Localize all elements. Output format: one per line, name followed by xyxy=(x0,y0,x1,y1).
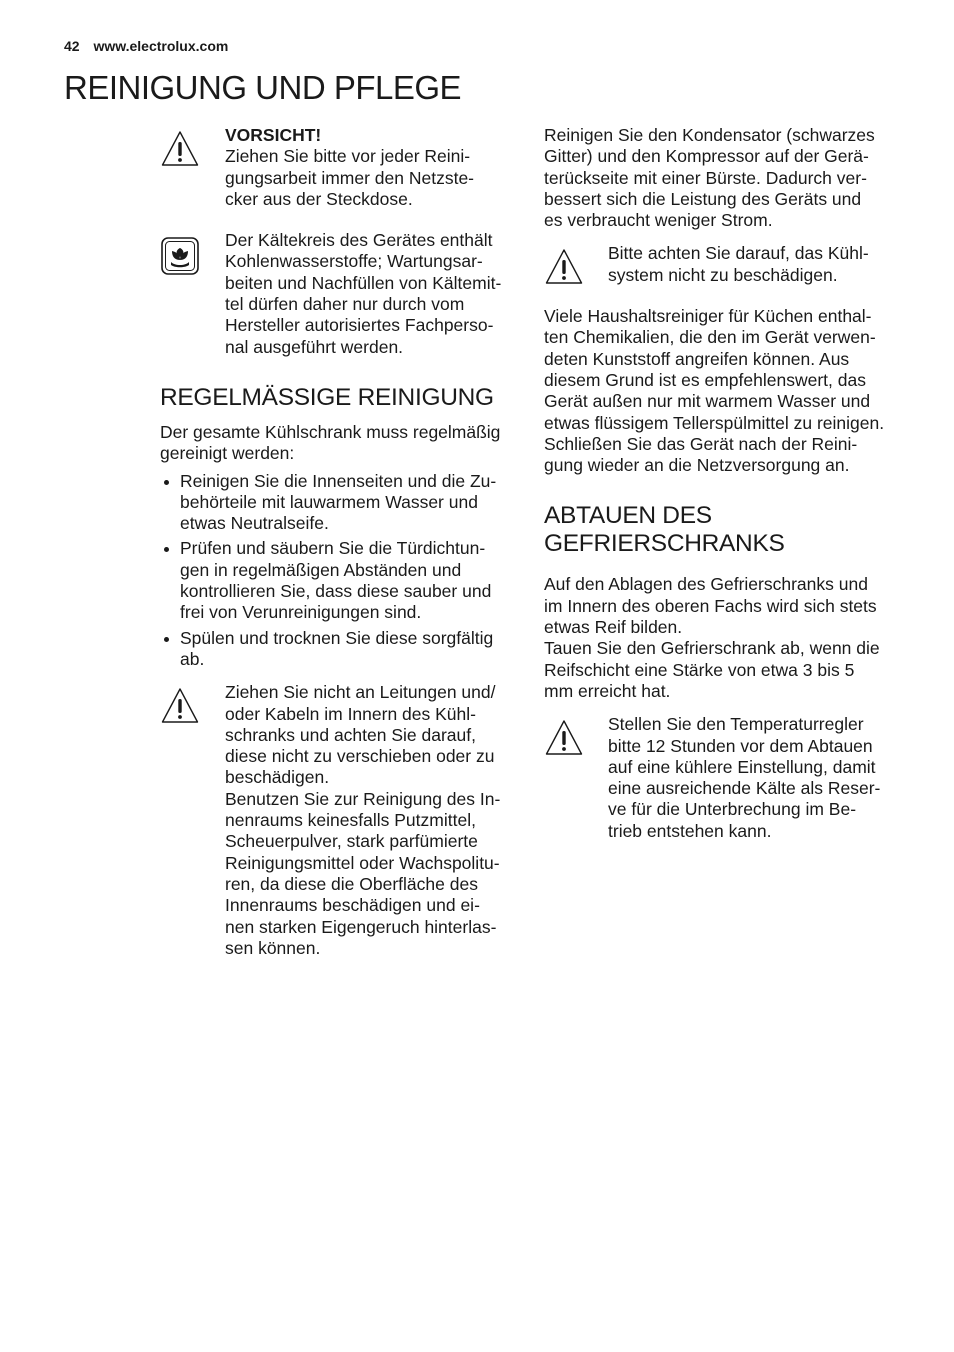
list-item: Prüfen und säubern Sie die Türdichtun- gen in regelmäßigen Abständen und kontrollieren Sie, dass diese sauber und frei von Verunreinigungen sind. xyxy=(160,538,516,623)
right-column xyxy=(544,125,900,842)
defrost-text: Auf den Ablagen des Gefrierschranks und im Innern des oberen Fachs wird sich stets etwas Reif bilden. Tauen Sie den Gefrierschrank ab, wenn die Reifschicht eine Stärke von etwa 3 bis 5 mm erreicht hat. xyxy=(544,574,880,701)
section-intro: Der gesamte Kühlschrank muss regelmäßig gereinigt werden: xyxy=(160,421,501,464)
condenser-text: Reinigen Sie den Kondensator (schwarzes Gitter) und den Kompressor auf der Gerä- terückseite mit einer Bürste. Dadurch ver- bessert sich die Leistung des Geräts und es verbraucht weniger Strom. xyxy=(544,125,875,231)
warning-triangle-icon xyxy=(160,129,200,169)
warning-triangle-icon xyxy=(544,718,584,758)
website-url: www.electrolux.com xyxy=(93,38,229,54)
cleaners-text: Viele Haushaltsreiniger für Küchen enthal- ten Chemikalien, die den im Gerät verwen- deten Kunststoff angreifen können. Aus diesem Grund ist es empfehlenswert, das Gerät außen nur mit warmem Wasser und etwas flüssigem Tellerspülmittel zu reinigen. Schließen Sie das Gerät nach der Reini- gung wieder an die Netzversorgung an. xyxy=(544,306,885,476)
thermostat-warning-text: Stellen Sie den Temperaturregler bitte 12 Stunden vor dem Abtauen auf eine kühlere Einstellung, damit eine ausreichende Kälte als Reser- ve für die Unterbrechung im Be- trieb entstehen kann. xyxy=(608,714,881,841)
caution-note xyxy=(160,125,516,210)
page-header xyxy=(64,38,228,54)
environment-note xyxy=(160,230,516,358)
thermostat-warning-note xyxy=(544,714,900,842)
cables-warning-text: Ziehen Sie nicht an Leitungen und/ oder Kabeln im Innern des Kühl- schranks und achten Sie darauf, diese nicht zu verschieben oder zu beschädigen. Benutzen Sie zur Reinigung des In- nenraums keinesfalls Putzmittel, Scheuerpulver, stark parfümierte Reinigungsmittel oder Wachspolitu- ren, da diese die Oberfläche des Innenraums beschädigen und ei- nen starken Eigengeruch hinterlas- sen können. xyxy=(225,682,501,958)
cleaning-list xyxy=(160,471,516,671)
section-heading-regular-cleaning: REGELMÄSSIGE REINIGUNG xyxy=(160,383,494,411)
cables-warning-note xyxy=(160,682,516,959)
list-item: Spülen und trocknen Sie diese sorgfältig ab. xyxy=(160,628,516,671)
environment-icon xyxy=(160,236,200,276)
page-title: REINIGUNG UND PFLEGE xyxy=(64,69,462,106)
page-number: 42 xyxy=(64,38,80,54)
caution-label: VORSICHT! xyxy=(225,125,322,145)
left-column xyxy=(160,125,516,959)
section-heading-defrosting: ABTAUEN DES GEFRIERSCHRANKS xyxy=(544,502,785,558)
cooling-system-warning-note xyxy=(544,243,900,286)
warning-triangle-icon xyxy=(544,247,584,287)
list-item: Reinigen Sie die Innenseiten und die Zu- behörteile mit lauwarmem Wasser und etwas Neutralseife. xyxy=(160,471,516,535)
caution-text: Ziehen Sie bitte vor jeder Reini- gungsarbeit immer den Netzste- cker aus der Steckdose. xyxy=(225,146,474,209)
warning-triangle-icon xyxy=(160,686,200,726)
environment-text: Der Kältekreis des Gerätes enthält Kohlenwasserstoffe; Wartungsar- beiten und Nachfüllen von Kältemit- tel dürfen daher nur durch vom Hersteller autorisiertes Fachperso- nal ausgeführt werden. xyxy=(225,230,502,357)
cooling-system-warning-text: Bitte achten Sie darauf, das Kühl- system nicht zu beschädigen. xyxy=(608,243,869,285)
